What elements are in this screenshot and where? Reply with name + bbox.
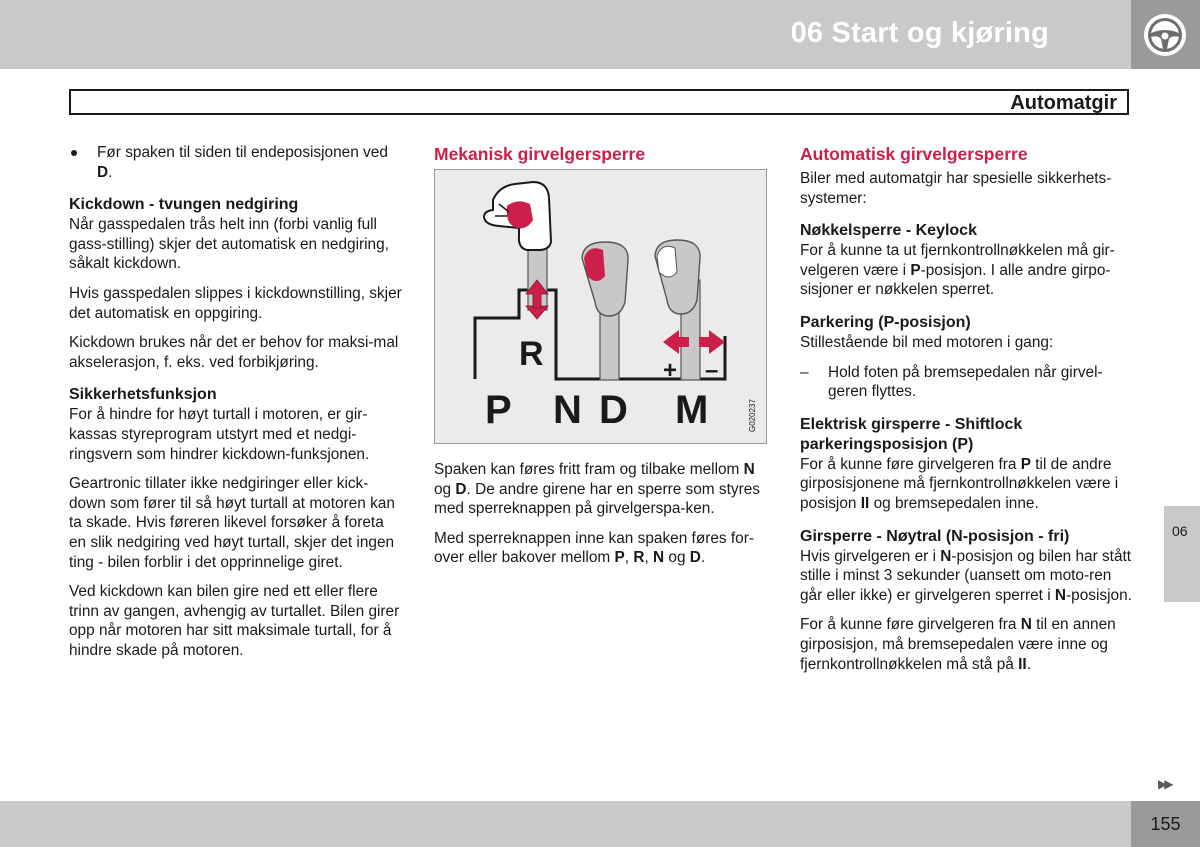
- column-right: [800, 143, 1135, 684]
- gear-n-bold: N: [653, 549, 665, 567]
- column-middle: [434, 143, 769, 578]
- text-span: -posisjon. I alle andre girpo-sisjoner er nøkkelen sperret.: [800, 261, 1111, 299]
- lock-button-paragraph: [434, 529, 769, 568]
- keylock-paragraph: [800, 241, 1135, 300]
- gear-d-bold: D: [455, 480, 467, 498]
- parking-heading: Parkering (P-posisjon): [800, 313, 971, 331]
- automatic-lock-heading: Automatisk girvelgersperre: [800, 144, 1028, 164]
- bullet-text: Før spaken til siden til endeposisjonen ved: [97, 144, 388, 161]
- lock-button-icon: [657, 246, 677, 277]
- text-span: og: [434, 480, 456, 498]
- bullet-gear-d: D: [97, 163, 109, 181]
- section-header-box: [69, 89, 1129, 115]
- gear-p-bold: P: [1020, 455, 1031, 473]
- plus-label: +: [663, 357, 678, 384]
- lever-free-paragraph: [434, 460, 769, 519]
- gear-d-label: D: [599, 388, 628, 432]
- kickdown-paragraph-1: Når gasspedalen trås helt inn (forbi vanlig full gass-stilling) skjer det automatisk en nedgiring, såkalt kickdown.: [69, 216, 389, 273]
- gear-d-bold: D: [689, 549, 701, 567]
- kickdown-paragraph-2: Hvis gasspedalen slippes i kickdownstilling, skjer det automatisk en oppgiring.: [69, 284, 402, 322]
- neutral-paragraph-1: [800, 547, 1135, 606]
- gear-n-label: N: [553, 388, 582, 432]
- text-span: og bremsepedalen inne.: [869, 494, 1039, 512]
- bullet-end: .: [108, 163, 113, 181]
- chapter-title: 06 Start og kjøring: [790, 17, 1049, 49]
- kickdown-heading: Kickdown - tvungen nedgiring: [69, 196, 299, 214]
- text-span: For å kunne føre girvelgeren fra: [800, 455, 1021, 473]
- gear-p-label: P: [485, 388, 512, 432]
- gear-n-bold: N: [940, 547, 952, 565]
- shiftlock-paragraph: [800, 455, 1135, 514]
- lock-button-icon: [584, 248, 605, 281]
- page-number-box: [1131, 801, 1200, 847]
- safety-paragraph-1: For å hindre for høyt turtall i motoren, er gir-kassas styreprogram utstyrt med et nedgi-ringsvern som hindrer kickdown-funksjonen.: [69, 406, 370, 463]
- section-title: Automatgir: [1010, 92, 1117, 114]
- chapter-icon-box: [1131, 0, 1200, 69]
- keylock-heading: Nøkkelsperre - Keylock: [800, 222, 977, 240]
- gear-n-bold: N: [743, 461, 755, 478]
- text-span: -posisjon.: [1066, 586, 1132, 604]
- bullet-item: [69, 143, 404, 182]
- arrow-right-icon: [699, 330, 725, 354]
- shiftlock-heading: Elektrisk girsperre - Shiftlock parkeringsposisjon (P): [800, 415, 1023, 453]
- chapter-side-tab: [1164, 506, 1200, 602]
- text-span: -posisjon og bilen har stått stille i minst 3 sekunder (uansett om moto-ren går eller ikke) er girvelgeren sperret i: [800, 547, 1132, 604]
- column-left: [69, 143, 404, 670]
- text-span: og: [664, 549, 690, 567]
- chapter-header-bar: [0, 0, 1131, 69]
- text-span: Spaken kan føres fritt fram og tilbake mellom: [434, 461, 744, 478]
- gear-n-bold: N: [1020, 616, 1032, 634]
- gear-p-bold: P: [614, 549, 625, 567]
- text-span: ,: [644, 549, 653, 567]
- key-position-bold: II: [1018, 655, 1027, 673]
- steering-wheel-icon: [1142, 12, 1188, 58]
- safety-heading: Sikkerhetsfunksjon: [69, 386, 217, 404]
- page-number: 155: [1150, 814, 1181, 834]
- double-arrow-right-icon: ▶▶: [1158, 777, 1171, 791]
- lock-button-icon: [507, 201, 533, 228]
- figure-code: G020237: [748, 399, 757, 432]
- safety-paragraph-3: Ved kickdown kan bilen gire ned ett eller flere trinn av gangen, avhengig av turtallet. Bilen girer opp når motoren har sitt maksimale turtall, for å hindre skade på motoren.: [69, 583, 400, 659]
- parking-dash-item: – Hold foten på bremsepedalen når girvel-geren flyttes.: [800, 363, 1135, 402]
- text-span: . De andre girene har en sperre som styres med sperreknappen på girvelgerspa-ken.: [434, 480, 760, 518]
- text-span: For å kunne føre girvelgeren fra: [800, 616, 1021, 634]
- neutral-lock-heading: Girsperre - Nøytral (N-posisjon - fri): [800, 527, 1070, 545]
- text-span: ,: [624, 549, 634, 567]
- intro-paragraph: Biler med automatgir har spesielle sikkerhets-systemer:: [800, 170, 1112, 207]
- gear-r-label: R: [519, 335, 544, 373]
- gear-r-bold: R: [633, 549, 645, 567]
- mechanical-lock-heading: Mekanisk girvelgersperre: [434, 144, 646, 164]
- key-position-bold: II: [860, 494, 870, 512]
- gear-p-bold: P: [910, 261, 921, 279]
- minus-label: –: [705, 357, 719, 384]
- gear-n-bold: N: [1054, 586, 1067, 604]
- gear-selector-illustration: [435, 170, 766, 443]
- footer-bar: [0, 801, 1131, 847]
- text-span: .: [1026, 655, 1031, 673]
- safety-paragraph-2: Geartronic tillater ikke nedgiringer eller kick-down som fører til så høyt turtall at motoren kan ta skade. Hvis føreren likevel forsøker å foreta en slik nedgiring ved høyt turtall, skjer det ingen ting - bilen forblir i det opprinnelige giret.: [69, 475, 395, 571]
- neutral-paragraph-2: [800, 615, 1135, 674]
- kickdown-paragraph-3: Kickdown brukes når det er behov for maksi-mal akselerasjon, f. eks. ved forbikjøring.: [69, 334, 399, 371]
- text-span: Med sperreknappen inne kan spaken føres for-over eller bakover mellom: [434, 529, 754, 567]
- gear-selector-figure: [434, 169, 767, 444]
- parking-paragraph: Stillestående bil med motoren i gang:: [800, 333, 1054, 351]
- text-span: For å kunne ta ut fjernkontrollnøkkelen må gir-velgeren være i: [800, 242, 1115, 279]
- text-span: Hvis girvelgeren er i: [800, 547, 941, 565]
- gear-m-label: M: [675, 388, 709, 432]
- text-span: til de andre girposisjonene må fjernkontrollnøkkelen være i posisjon: [800, 455, 1119, 512]
- text-span: til en annen girposisjon, må bremsepedalen være inne og fjernkontrollnøkkelen må stå på: [800, 616, 1116, 673]
- text-span: .: [700, 549, 706, 567]
- side-tab-label: 06: [1172, 523, 1188, 539]
